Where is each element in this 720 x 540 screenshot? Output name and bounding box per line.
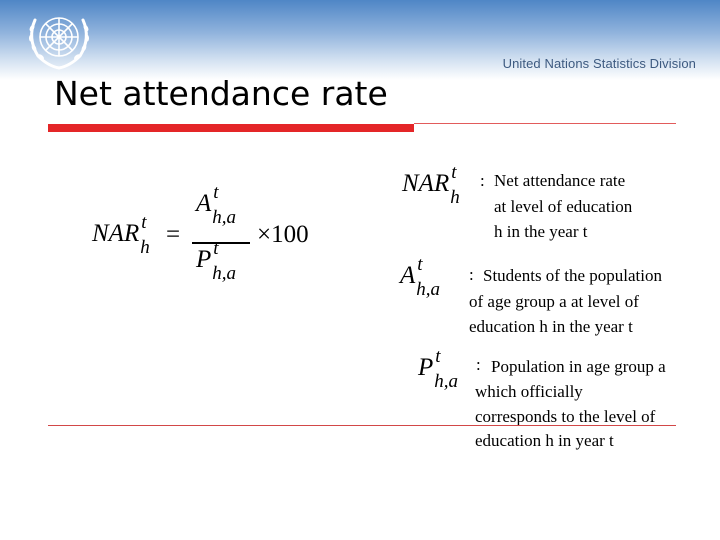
formula-multiplier: ×100 <box>257 221 309 248</box>
definition-text-a-cont: of age group a at level of education h in the year t <box>469 292 639 336</box>
title-divider-line <box>414 123 676 124</box>
definition-colon: : <box>480 171 485 190</box>
definition-text-p: Population in age group a <box>491 357 666 376</box>
fraction-line <box>192 242 250 244</box>
definition-symbol-a: A t h,a <box>400 254 441 300</box>
nar-formula <box>92 182 332 290</box>
definition-text-nar-cont: at level of education h in the year t <box>494 197 633 241</box>
definition-text-nar: Net attendance rate <box>494 171 626 190</box>
formula-numerator: A t h,a <box>196 182 237 228</box>
definition-symbol-p: P t h,a <box>418 346 459 392</box>
page-title: Net attendance rate <box>54 74 388 113</box>
organization-name: United Nations Statistics Division <box>502 56 696 71</box>
definition-text-a: Students of the population <box>483 266 662 285</box>
formula-denominator: P t h,a <box>196 238 237 284</box>
formula-lhs: NAR t h <box>92 212 150 258</box>
formula-equals: = <box>166 221 181 248</box>
definition-colon: : <box>476 355 481 374</box>
definition-colon: : <box>469 265 474 284</box>
un-emblem-icon <box>18 6 100 72</box>
title-accent-bar <box>48 124 414 132</box>
bottom-divider-line <box>48 425 676 426</box>
definition-symbol-nar: NAR t h <box>402 162 460 208</box>
definition-text-p-cont: which officially corresponds to the level of education h in year t <box>475 382 656 450</box>
